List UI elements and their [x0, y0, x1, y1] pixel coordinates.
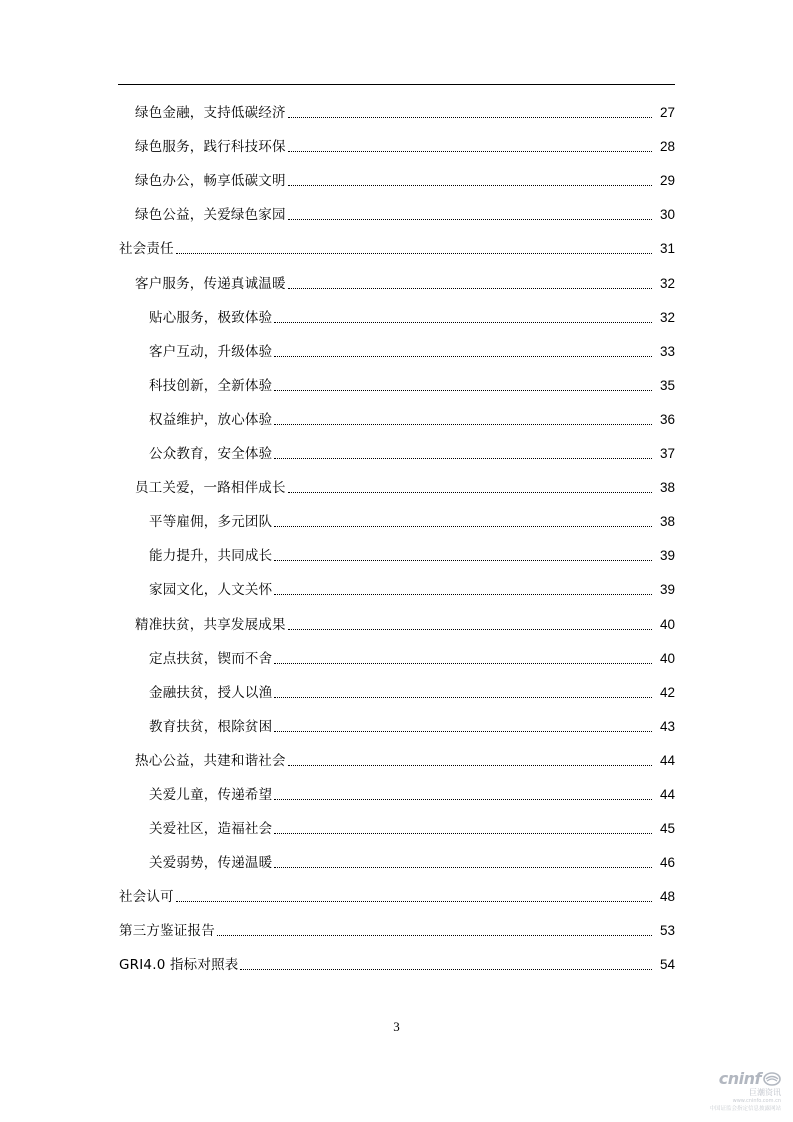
toc-entry-equal-employment[interactable]: [118, 499, 675, 533]
toc-leader-dots: [274, 663, 652, 664]
toc-leader-dots: [288, 629, 652, 630]
toc-entry-title: 关爱儿童，传递希望: [149, 786, 273, 803]
page-number: 3: [393, 1019, 400, 1034]
toc-entry-financial-poverty-alleviation[interactable]: [118, 670, 675, 704]
toc-entry-title: 客户互动，升级体验: [149, 343, 273, 360]
toc-entry-page: 40: [659, 616, 675, 632]
toc-leader-dots: [274, 560, 652, 561]
toc-leader-dots: [240, 969, 652, 970]
watermark-brand-row: [681, 1069, 781, 1088]
toc-entry-title: 金融扶贫，授人以渔: [149, 684, 273, 701]
toc-leader-dots: [274, 799, 652, 800]
toc-entry-title: 贴心服务，极致体验: [149, 309, 273, 326]
toc-leader-dots: [274, 594, 652, 595]
toc-entry-employee-care[interactable]: [118, 465, 675, 499]
toc-leader-dots: [274, 526, 652, 527]
toc-leader-dots: [288, 219, 652, 220]
toc-entry-page: 36: [659, 411, 675, 427]
toc-entry-page: 39: [659, 548, 675, 564]
toc-entry-title: 公众教育，安全体验: [149, 446, 273, 463]
toc-entry-green-office[interactable]: [118, 158, 675, 192]
toc-entry-page: 29: [659, 173, 675, 189]
toc-entry-title: 权益维护，放心体验: [149, 411, 273, 428]
toc-entry-title: 家园文化，人文关怀: [149, 582, 273, 599]
toc-leader-dots: [274, 833, 652, 834]
toc-leader-dots: [288, 117, 652, 118]
toc-entry-title: 绿色金融，支持低碳经济: [135, 105, 286, 122]
toc-entry-third-party-assurance[interactable]: [118, 908, 675, 942]
toc-entry-title: 科技创新，全新体验: [149, 377, 273, 394]
toc-entry-targeted-poverty-alleviation[interactable]: [118, 601, 675, 635]
toc-entry-gri-index[interactable]: [118, 942, 675, 976]
toc-entry-title: 绿色办公，畅享低碳文明: [135, 173, 286, 190]
toc-entry-green-charity[interactable]: [118, 192, 675, 226]
toc-leader-dots: [274, 390, 652, 391]
toc-entry-page: 39: [659, 582, 675, 598]
toc-leader-dots: [288, 765, 652, 766]
toc-entry-page: 32: [659, 275, 675, 291]
cninfo-logo-icon: [763, 1072, 781, 1086]
toc-entry-page: 38: [659, 514, 675, 530]
toc-leader-dots: [274, 697, 652, 698]
header-rule: [118, 84, 675, 85]
toc-entry-page: 31: [659, 241, 675, 257]
toc-entry-title: 定点扶贫，锲而不舍: [149, 650, 273, 667]
toc-entry-page: 48: [659, 889, 675, 905]
toc-entry-title: 教育扶贫，根除贫困: [149, 718, 273, 735]
toc-entry-page: 38: [659, 480, 675, 496]
toc-leader-dots: [288, 492, 652, 493]
toc-entry-page: 28: [659, 139, 675, 155]
watermark-brand: cninf: [718, 1069, 761, 1088]
toc-entry-page: 42: [659, 684, 675, 700]
toc-entry-customer-service[interactable]: [118, 260, 675, 294]
toc-leader-dots: [274, 731, 652, 732]
toc-entry-page: 46: [659, 855, 675, 871]
toc-entry-title: 精准扶贫，共享发展成果: [135, 616, 286, 633]
toc-entry-title: 客户服务，传递真诚温暖: [135, 275, 286, 292]
toc-entry-title: 关爱弱势，传递温暖: [149, 855, 273, 872]
toc-entry-capability-building[interactable]: [118, 533, 675, 567]
toc-leader-dots: [288, 151, 652, 152]
toc-entry-tech-innovation[interactable]: [118, 363, 675, 397]
toc-leader-dots: [176, 901, 652, 902]
toc-leader-dots: [288, 288, 652, 289]
toc-entry-page: 54: [659, 957, 675, 973]
toc-entry-title: 能力提升，共同成长: [149, 548, 273, 565]
toc-entry-page: 27: [659, 105, 675, 121]
toc-entry-designated-poverty-alleviation[interactable]: [118, 636, 675, 670]
toc-entry-title: 平等雇佣，多元团队: [149, 514, 273, 531]
toc-entry-education-poverty-alleviation[interactable]: [118, 704, 675, 738]
watermark-description: 中国证监会指定信息披露网站: [709, 1106, 781, 1112]
toc-entry-page: 53: [659, 923, 675, 939]
toc-entry-title: 绿色公益，关爱绿色家园: [135, 207, 286, 224]
toc-entry-rights-protection[interactable]: [118, 397, 675, 431]
toc-entry-attentive-service[interactable]: [118, 295, 675, 329]
toc-entry-customer-interaction[interactable]: [118, 329, 675, 363]
toc-entry-care-community[interactable]: [118, 806, 675, 840]
toc-leader-dots: [176, 253, 652, 254]
toc-entry-home-culture[interactable]: [118, 567, 675, 601]
toc-entry-title: 员工关爱，一路相伴成长: [135, 480, 286, 497]
toc-entry-title: 热心公益，共建和谐社会: [135, 752, 286, 769]
toc-entry-care-children[interactable]: [118, 772, 675, 806]
toc-leader-dots: [217, 935, 652, 936]
toc-entry-green-service[interactable]: [118, 124, 675, 158]
toc-entry-page: 33: [659, 343, 675, 359]
toc-entry-title: 绿色服务，践行科技环保: [135, 139, 286, 156]
toc-leader-dots: [274, 322, 652, 323]
toc-entry-page: 44: [659, 786, 675, 802]
toc-leader-dots: [288, 185, 652, 186]
toc-entry-title: 第三方鉴证报告: [119, 923, 215, 940]
toc-entry-title: 社会责任: [119, 241, 174, 258]
cninfo-watermark: [681, 1069, 781, 1112]
watermark-url: www.cninfo.com.cn: [732, 1098, 781, 1104]
toc-entry-page: 30: [659, 207, 675, 223]
toc-entry-page: 37: [659, 446, 675, 462]
toc-entry-page: 40: [659, 650, 675, 666]
toc-entry-green-finance[interactable]: [118, 90, 675, 124]
toc-leader-dots: [274, 867, 652, 868]
toc-entry-title: 社会认可: [119, 889, 174, 906]
toc-entry-page: 45: [659, 821, 675, 837]
table-of-contents: [118, 90, 675, 976]
toc-entry-title: GRI4.0 指标对照表: [119, 957, 239, 974]
toc-entry-page: 44: [659, 752, 675, 768]
toc-entry-social-responsibility[interactable]: [118, 226, 675, 260]
toc-entry-care-vulnerable[interactable]: [118, 840, 675, 874]
toc-entry-page: 32: [659, 309, 675, 325]
watermark-subtitle: 巨潮资讯: [749, 1088, 781, 1097]
toc-entry-page: 43: [659, 718, 675, 734]
toc-entry-social-recognition[interactable]: [118, 874, 675, 908]
toc-leader-dots: [274, 356, 652, 357]
toc-entry-title: 关爱社区，造福社会: [149, 821, 273, 838]
toc-entry-page: 35: [659, 377, 675, 393]
toc-leader-dots: [274, 424, 652, 425]
toc-leader-dots: [274, 458, 652, 459]
toc-entry-public-welfare[interactable]: [118, 738, 675, 772]
toc-entry-public-education[interactable]: [118, 431, 675, 465]
